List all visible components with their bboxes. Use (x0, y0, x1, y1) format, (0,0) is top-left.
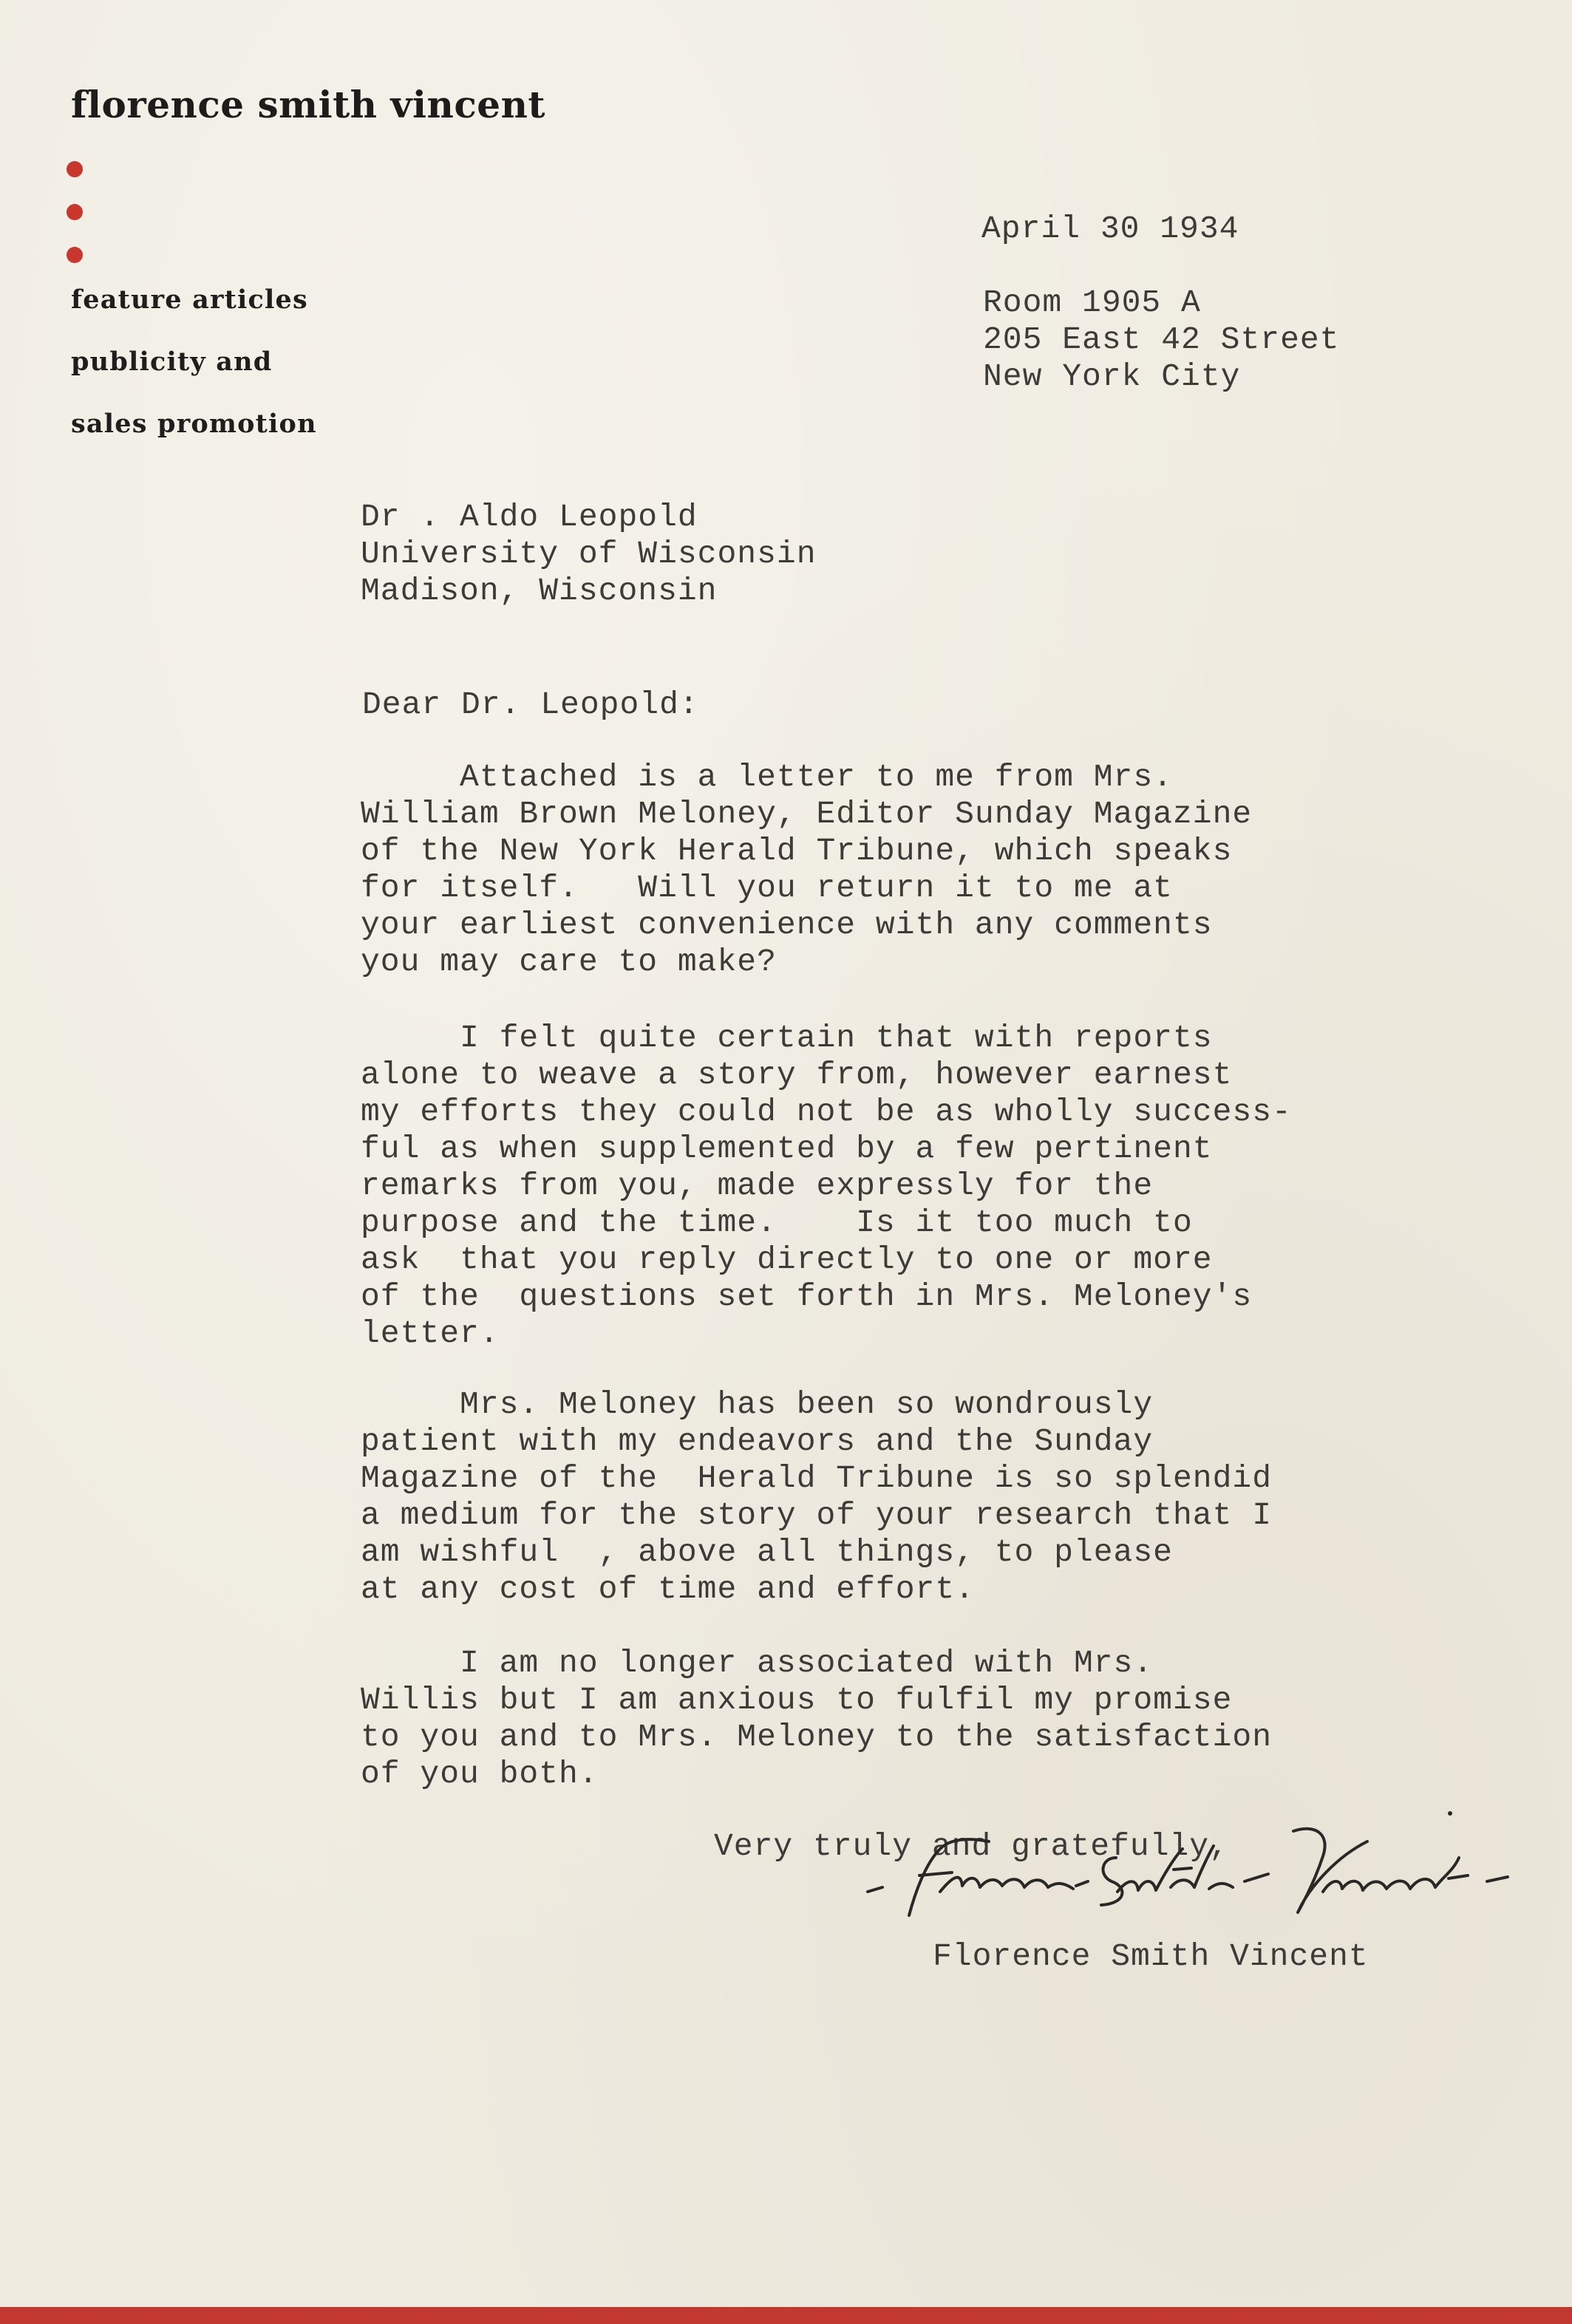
closing: Very truly and gratefully, (714, 1828, 1229, 1864)
handwritten-signature (857, 1805, 1567, 1952)
text-line: Willis but I am anxious to fulfil my promise (361, 1682, 1233, 1718)
text-line: remarks from you, made expressly for the (361, 1168, 1154, 1204)
service-sales-promotion: sales promotion (71, 409, 317, 439)
body-paragraph-4 (361, 1645, 1272, 1793)
body-paragraph-3 (361, 1386, 1272, 1608)
address-line: Room 1905 A (983, 284, 1201, 321)
letterhead-name: florence smith vincent (71, 83, 546, 126)
text-line: Mrs. Meloney has been so wondrously (361, 1386, 1154, 1422)
text-line: your earliest convenience with any comments (361, 907, 1213, 943)
text-line: at any cost of time and effort. (361, 1571, 975, 1607)
text-line: of the New York Herald Tribune, which speaks (361, 833, 1233, 869)
text-line: patient with my endeavors and the Sunday (361, 1423, 1154, 1459)
bottom-red-band (0, 2307, 1572, 2324)
letterhead-dot (67, 161, 83, 177)
letterhead-services (71, 284, 317, 471)
text-line: alone to weave a story from, however earnest (361, 1057, 1233, 1093)
recipient-address (361, 499, 817, 610)
service-feature-articles: feature articles (71, 284, 308, 315)
recipient-line: Dr . Aldo Leopold (361, 499, 698, 535)
text-line: ask that you reply directly to one or more (361, 1241, 1213, 1278)
recipient-line: University of Wisconsin (361, 536, 817, 572)
text-line: Attached is a letter to me from Mrs. (361, 759, 1173, 795)
signature-strokes (857, 1805, 1567, 1952)
letter-date: April 30 1934 (981, 211, 1239, 247)
text-line: am wishful , above all things, to please (361, 1534, 1173, 1570)
text-line: letter. (361, 1315, 500, 1352)
sender-address (983, 284, 1339, 395)
salutation: Dear Dr. Leopold: (362, 686, 699, 723)
service-publicity: publicity and (71, 347, 273, 377)
typed-signature-name: Florence Smith Vincent (933, 1938, 1369, 1974)
text-line: ful as when supplemented by a few pertinent (361, 1131, 1213, 1167)
text-line: to you and to Mrs. Meloney to the satisfaction (361, 1719, 1272, 1755)
text-line: I felt quite certain that with reports (361, 1020, 1213, 1056)
text-line: Magazine of the Herald Tribune is so splendid (361, 1460, 1272, 1496)
text-line: William Brown Meloney, Editor Sunday Magazine (361, 796, 1253, 832)
text-line: my efforts they could not be as wholly success- (361, 1094, 1292, 1130)
body-paragraph-1 (361, 759, 1252, 981)
letterhead-dot (67, 204, 83, 220)
text-line: of you both. (361, 1756, 599, 1792)
text-line: purpose and the time. Is it too much to (361, 1204, 1193, 1241)
body-paragraph-2 (361, 1020, 1292, 1352)
text-line: of the questions set forth in Mrs. Meloney's (361, 1278, 1253, 1315)
address-line: 205 East 42 Street (983, 321, 1340, 358)
text-line: a medium for the story of your research that I (361, 1497, 1272, 1533)
text-line: you may care to make? (361, 944, 777, 980)
address-line: New York City (983, 358, 1241, 395)
letterhead-dot (67, 247, 83, 263)
recipient-line: Madison, Wisconsin (361, 573, 718, 609)
text-line: I am no longer associated with Mrs. (361, 1645, 1154, 1681)
text-line: for itself. Will you return it to me at (361, 870, 1173, 906)
